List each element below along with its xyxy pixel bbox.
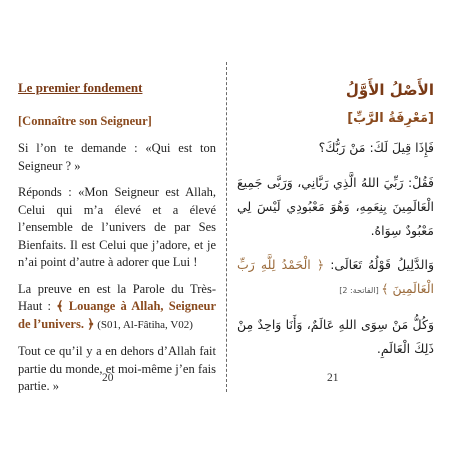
conclusion-paragraph: Tout ce qu’il y a en dehors d’Allah fait partie du monde, et moi-même j’en fais partie. » bbox=[18, 344, 216, 393]
proof-intro-arabic: وَالدَّلِيلُ قَوْلُهُ تَعَالَى: bbox=[324, 257, 434, 272]
answer-paragraph: Réponds : «Mon Seigneur est Allah, Celui qui m’a élevé et a élevé l’ensemble de l’univers de par Ses Bienfaits. Il est Celui que j’adore, et je n’ai point d’autre à adorer que Lui ! bbox=[18, 185, 216, 269]
proof-intro: La preuve en est la Parole du Très-Haut : bbox=[18, 281, 216, 313]
answer-paragraph-arabic: فَقُلْ: رَبِّيَ اللهُ الَّذِي رَبَّانِي، وَرَبَّى جَمِيعَ الْعَالَمِينَ بِنِعَمِهِ، وَهُوَ مَعْبُودِي لَيْسَ لِي مَعْبُودٌ سِوَاهُ. bbox=[237, 175, 434, 238]
page-title: Le premier fondement bbox=[18, 80, 143, 95]
proof-paragraph bbox=[18, 281, 216, 335]
question-paragraph-arabic: فَإِذَا قِيلَ لَكَ: مَنْ رَبُّكَ؟ bbox=[318, 140, 434, 155]
verse-reference-arabic: [الفاتحة: 2] bbox=[339, 286, 382, 295]
question-paragraph: Si l’on te demande : «Qui est ton Seigneur ? » bbox=[18, 141, 216, 173]
quran-quote: ﴾ Louange à Allah, Seigneur de l’univers. ﴿ bbox=[18, 299, 216, 331]
page-title-arabic: الأَصْلُ الأَوَّلُ bbox=[345, 81, 434, 99]
conclusion-paragraph-arabic: وَكُلُّ مَنْ سِوَى اللهِ عَالَمٌ، وَأَنَا وَاحِدٌ مِنْ ذَلِكَ الْعَالَمِ. bbox=[237, 317, 434, 356]
verse-reference: (S01, Al-Fâtiha, V02) bbox=[94, 318, 193, 331]
quran-quote-arabic: ﴿ الْحَمْدُ لِلَّهِ رَبِّ الْعَالَمِينَ ﴾ bbox=[237, 257, 434, 296]
section-subtitle-arabic: [مَعْرِفَةُ الرَّبِّ] bbox=[347, 111, 434, 126]
page-number-left: 20 bbox=[102, 372, 114, 384]
page-number-right: 21 bbox=[327, 372, 339, 384]
section-subtitle: [Connaître son Seigneur] bbox=[18, 114, 152, 128]
proof-paragraph-arabic bbox=[237, 253, 434, 303]
